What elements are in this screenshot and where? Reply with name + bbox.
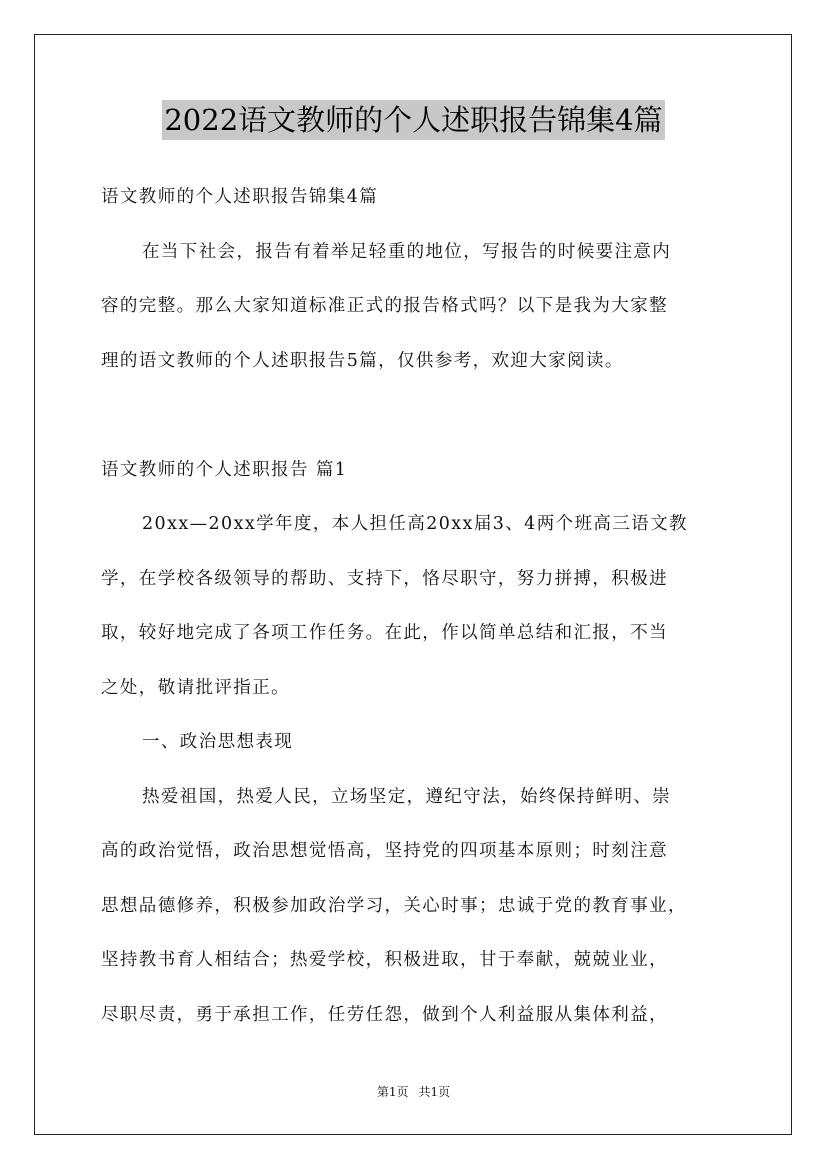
paragraph-line: 坚持教书育人相结合；热爱学校，积极进取，甘于奉献，兢兢业业，	[101, 950, 668, 970]
intro-line: 理的语文教师的个人述职报告5篇，仅供参考，欢迎大家阅读。	[101, 350, 624, 371]
paragraph-line: 取，较好地完成了各项工作任务。在此，作以简单总结和汇报，不当	[101, 623, 668, 643]
page-total: 共1页	[418, 1085, 451, 1099]
document-title-text: 2022语文教师的个人述职报告锦集4篇	[162, 100, 664, 140]
blank-line	[101, 388, 737, 443]
intro-line: 在当下社会，报告有着举足轻重的地位，写报告的时候要注意内	[142, 241, 672, 262]
document-subtitle: 语文教师的个人述职报告锦集4篇	[101, 187, 379, 207]
paragraph-line: 热爱祖国，热爱人民，立场坚定，遵纪守法，始终保持鲜明、崇	[142, 786, 672, 807]
paragraph-line: 高的政治觉悟，政治思想觉悟高，坚持党的四项基本原则；时刻注意	[101, 841, 668, 861]
subheading: 一、政治思想表现	[142, 732, 294, 752]
intro-line: 容的完整。那么大家知道标准正式的报告格式吗？以下是我为大家整	[101, 296, 668, 316]
page-number: 第1页	[376, 1085, 409, 1099]
section-heading: 语文教师的个人述职报告 篇1	[101, 459, 348, 480]
paragraph-line: 20xx—20xx学年度，本人担任高20xx届3、4两个班高三语文教	[142, 514, 688, 534]
page-footer	[0, 1083, 827, 1100]
document-title	[0, 100, 827, 140]
paragraph-line: 尽职尽责，勇于承担工作，任劳任怨，做到个人利益服从集体利益，	[101, 1004, 668, 1025]
paragraph-line: 思想品德修养，积极参加政治学习，关心时事；忠诚于党的教育事业，	[101, 895, 687, 916]
document-body	[101, 170, 737, 1042]
paragraph-line: 学，在学校各级领导的帮助、支持下，恪尽职守，努力拼搏，积极进	[101, 568, 668, 589]
paragraph-line: 之处，敬请批评指正。	[101, 677, 290, 698]
